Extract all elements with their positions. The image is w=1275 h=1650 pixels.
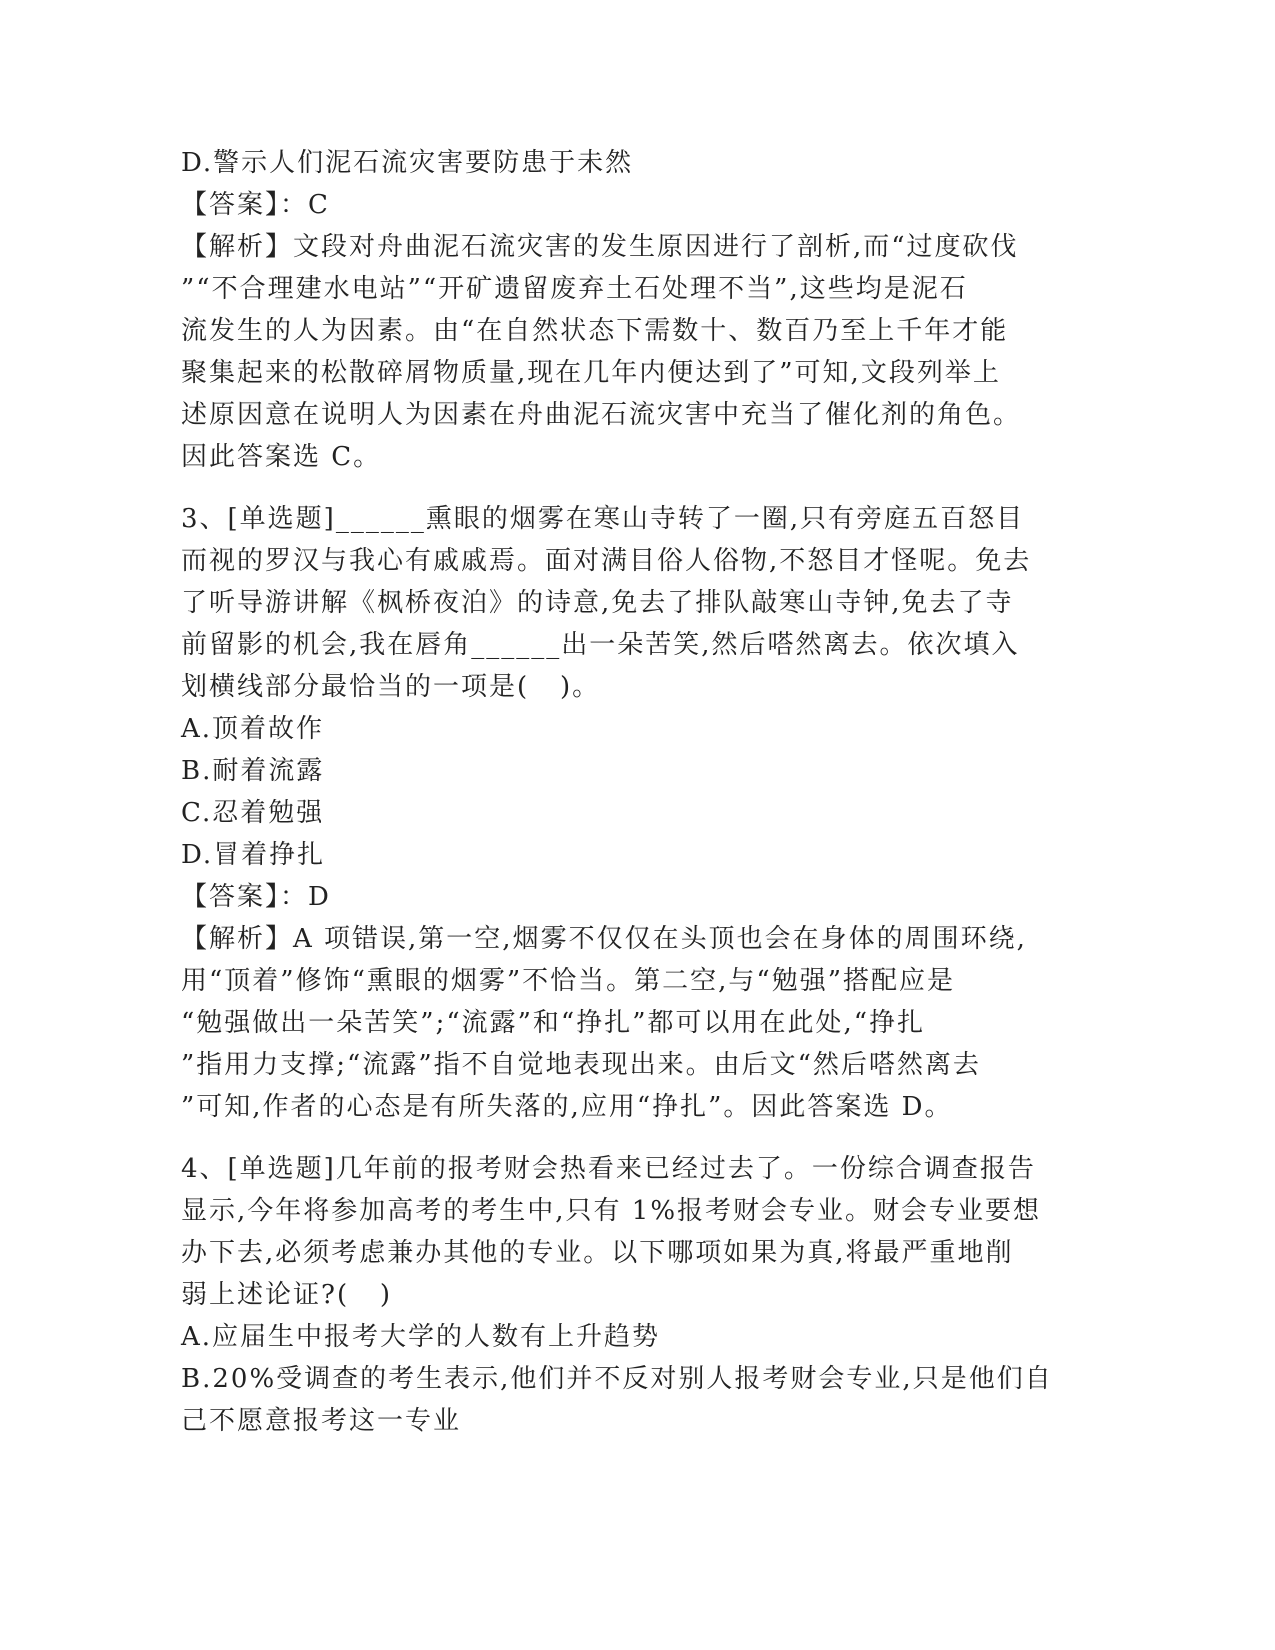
question-stem-line: 4、[单选题]几年前的报考财会热看来已经过去了。一份综合调查报告 <box>181 1154 1036 1184</box>
previous-question-tail <box>181 142 1081 478</box>
analysis-line: 用“顶着”修饰“熏眼的烟雾”不恰当。第二空,与“勉强”搭配应是 <box>181 966 956 996</box>
analysis-line: 因此答案选 C。 <box>181 442 382 472</box>
answer-line: 【答案】：C <box>181 190 330 220</box>
analysis-line: 聚集起来的松散碎屑物质量,现在几年内便达到了”可知,文段列举上 <box>181 358 1001 388</box>
spacer <box>181 478 1081 498</box>
option-c: C.忍着勉强 <box>181 798 325 828</box>
spacer <box>181 1128 1081 1148</box>
question-stem-line: 前留影的机会,我在唇角______出一朵苦笑,然后嗒然离去。依次填入 <box>181 630 1020 660</box>
question-stem-line: 办下去,必须考虑兼办其他的专业。以下哪项如果为真,将最严重地削 <box>181 1238 1014 1268</box>
analysis-line: 【解析】A 项错误,第一空,烟雾不仅仅在头顶也会在身体的周围环绕, <box>181 924 1027 954</box>
question-4 <box>181 1148 1081 1442</box>
option-b-continued: 己不愿意报考这一专业 <box>181 1406 462 1436</box>
question-stem-line: 显示,今年将参加高考的考生中,只有 1%报考财会专业。财会专业要想 <box>181 1196 1042 1226</box>
analysis-line: ”“不合理建水电站”“开矿遗留废弃土石处理不当”,这些均是泥石 <box>181 274 968 304</box>
analysis-line: “勉强做出一朵苦笑”;“流露”和“挣扎”都可以用在此处,“挣扎 <box>181 1008 926 1038</box>
analysis-line: ”可知,作者的心态是有所失落的,应用“挣扎”。因此答案选 D。 <box>181 1092 953 1122</box>
question-stem-line: 3、[单选题]______熏眼的烟雾在寒山寺转了一圈,只有旁庭五百怒目 <box>181 504 1025 534</box>
option-a: A.应届生中报考大学的人数有上升趋势 <box>181 1322 661 1352</box>
option-a: A.顶着故作 <box>181 714 325 744</box>
analysis-line: ”指用力支撑;“流露”指不自觉地表现出来。由后文“然后嗒然离去 <box>181 1050 981 1080</box>
question-stem-line: 划横线部分最恰当的一项是( )。 <box>181 672 601 702</box>
answer-line: 【答案】：D <box>181 882 331 912</box>
question-3 <box>181 498 1081 1128</box>
analysis-line: 流发生的人为因素。由“在自然状态下需数十、数百乃至上千年才能 <box>181 316 1009 346</box>
option-d: D.冒着挣扎 <box>181 840 326 870</box>
question-stem-line: 弱上述论证?( ) <box>181 1280 393 1310</box>
option-d: D.警示人们泥石流灾害要防患于未然 <box>181 148 634 178</box>
option-b: B.20%受调查的考生表示,他们并不反对别人报考财会专业,只是他们自 <box>181 1364 1053 1394</box>
question-stem-line: 而视的罗汉与我心有戚戚焉。面对满目俗人俗物,不怒目才怪呢。免去 <box>181 546 1032 576</box>
document-page <box>181 142 1081 1442</box>
question-stem-line: 了听导游讲解《枫桥夜泊》的诗意,免去了排队敲寒山寺钟,免去了寺 <box>181 588 1014 618</box>
analysis-line: 述原因意在说明人为因素在舟曲泥石流灾害中充当了催化剂的角色。 <box>181 400 1022 430</box>
analysis-line: 【解析】文段对舟曲泥石流灾害的发生原因进行了剖析,而“过度砍伐 <box>181 232 1019 262</box>
option-b: B.耐着流露 <box>181 756 325 786</box>
